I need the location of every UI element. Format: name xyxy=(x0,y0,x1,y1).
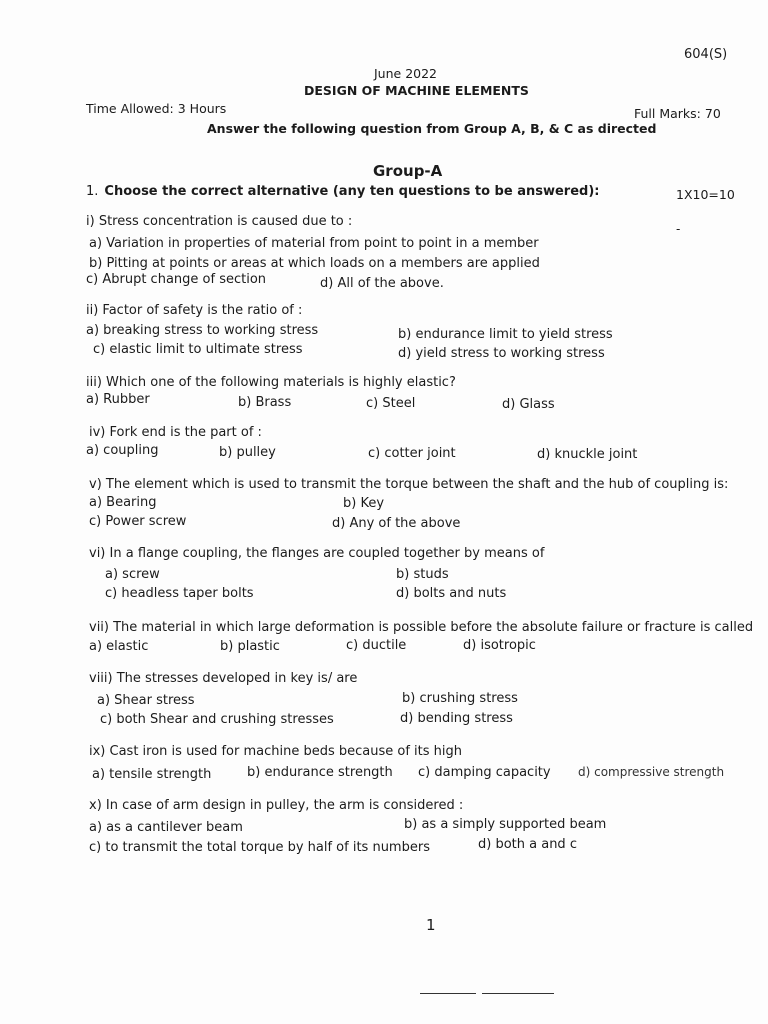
option-v-a: a) Bearing xyxy=(89,495,157,510)
group-heading: Group-A xyxy=(373,162,443,180)
option-i-a: a) Variation in properties of material from point to point in a member xyxy=(89,236,539,251)
option-viii-c: c) both Shear and crushing stresses xyxy=(100,712,334,727)
option-ix-d: d) compressive strength xyxy=(578,765,725,779)
option-iii-b: b) Brass xyxy=(238,395,292,410)
question-viii: viii) The stresses developed in key is/ are xyxy=(89,671,358,686)
signature-line-left xyxy=(420,993,476,994)
option-ix-c: c) damping capacity xyxy=(418,765,551,780)
question-1 xyxy=(86,184,599,199)
option-viii-d: d) bending stress xyxy=(400,711,513,726)
instruction: Answer the following question from Group A, B, & C as directed xyxy=(207,121,657,136)
question-vii: vii) The material in which large deformation is possible before the absolute failure or fracture is called xyxy=(89,620,754,635)
page-number: 1 xyxy=(426,916,436,934)
exam-date: June 2022 xyxy=(374,66,438,81)
question-ix: ix) Cast iron is used for machine beds because of its high xyxy=(89,744,463,759)
option-vi-b: b) studs xyxy=(396,567,449,582)
option-x-d: d) both a and c xyxy=(478,837,577,852)
question-1-text: Choose the correct alternative (any ten questions to be answered): xyxy=(104,184,600,199)
option-iv-c: c) cotter joint xyxy=(368,446,456,461)
option-v-d: d) Any of the above xyxy=(332,516,461,531)
option-vi-c: c) headless taper bolts xyxy=(105,586,254,601)
question-i: i) Stress concentration is caused due to : xyxy=(86,214,353,229)
option-viii-a: a) Shear stress xyxy=(97,693,195,708)
option-iii-a: a) Rubber xyxy=(86,392,150,407)
signature-line-right xyxy=(482,993,554,994)
question-1-marks: 1X10=10 xyxy=(676,187,735,202)
option-vii-c: c) ductile xyxy=(346,638,407,653)
question-ii: ii) Factor of safety is the ratio of : xyxy=(86,303,303,318)
option-i-d: d) All of the above. xyxy=(320,276,444,291)
full-marks: Full Marks: 70 xyxy=(634,106,721,121)
option-vi-d: d) bolts and nuts xyxy=(396,586,507,601)
option-ix-b: b) endurance strength xyxy=(247,765,393,780)
question-iii: iii) Which one of the following materials is highly elastic? xyxy=(86,375,456,390)
paper-code: 604(S) xyxy=(684,47,728,62)
option-ii-c: c) elastic limit to ultimate stress xyxy=(93,342,303,357)
option-vii-b: b) plastic xyxy=(220,639,280,654)
question-number: 1. xyxy=(86,184,99,199)
option-i-b: b) Pitting at points or areas at which loads on a members are applied xyxy=(89,256,540,271)
option-x-b: b) as a simply supported beam xyxy=(404,817,607,832)
option-i-c: c) Abrupt change of section xyxy=(86,272,267,287)
option-ii-d: d) yield stress to working stress xyxy=(398,346,605,361)
option-viii-b: b) crushing stress xyxy=(402,691,518,706)
option-ix-a: a) tensile strength xyxy=(92,767,212,782)
question-v: v) The element which is used to transmit the torque between the shaft and the hub of coupling is: xyxy=(89,477,729,492)
option-iv-a: a) coupling xyxy=(86,443,159,458)
option-v-b: b) Key xyxy=(343,496,385,511)
question-x: x) In case of arm design in pulley, the arm is considered : xyxy=(89,798,464,813)
option-iii-c: c) Steel xyxy=(366,396,416,411)
time-allowed: Time Allowed: 3 Hours xyxy=(86,101,227,116)
option-vii-d: d) isotropic xyxy=(463,638,536,653)
option-vii-a: a) elastic xyxy=(89,639,149,654)
option-x-c: c) to transmit the total torque by half of its numbers xyxy=(89,840,430,855)
option-x-a: a) as a cantilever beam xyxy=(89,820,243,835)
subject-title: DESIGN OF MACHINE ELEMENTS xyxy=(304,83,529,98)
option-iv-d: d) knuckle joint xyxy=(537,447,638,462)
option-ii-b: b) endurance limit to yield stress xyxy=(398,327,613,342)
option-vi-a: a) screw xyxy=(105,567,160,582)
question-vi: vi) In a flange coupling, the flanges are coupled together by means of xyxy=(89,546,545,561)
question-iv: iv) Fork end is the part of : xyxy=(89,425,262,440)
stray-mark: - xyxy=(676,222,681,236)
option-iii-d: d) Glass xyxy=(502,397,555,412)
option-iv-b: b) pulley xyxy=(219,445,276,460)
option-v-c: c) Power screw xyxy=(89,514,187,529)
option-ii-a: a) breaking stress to working stress xyxy=(86,323,319,338)
